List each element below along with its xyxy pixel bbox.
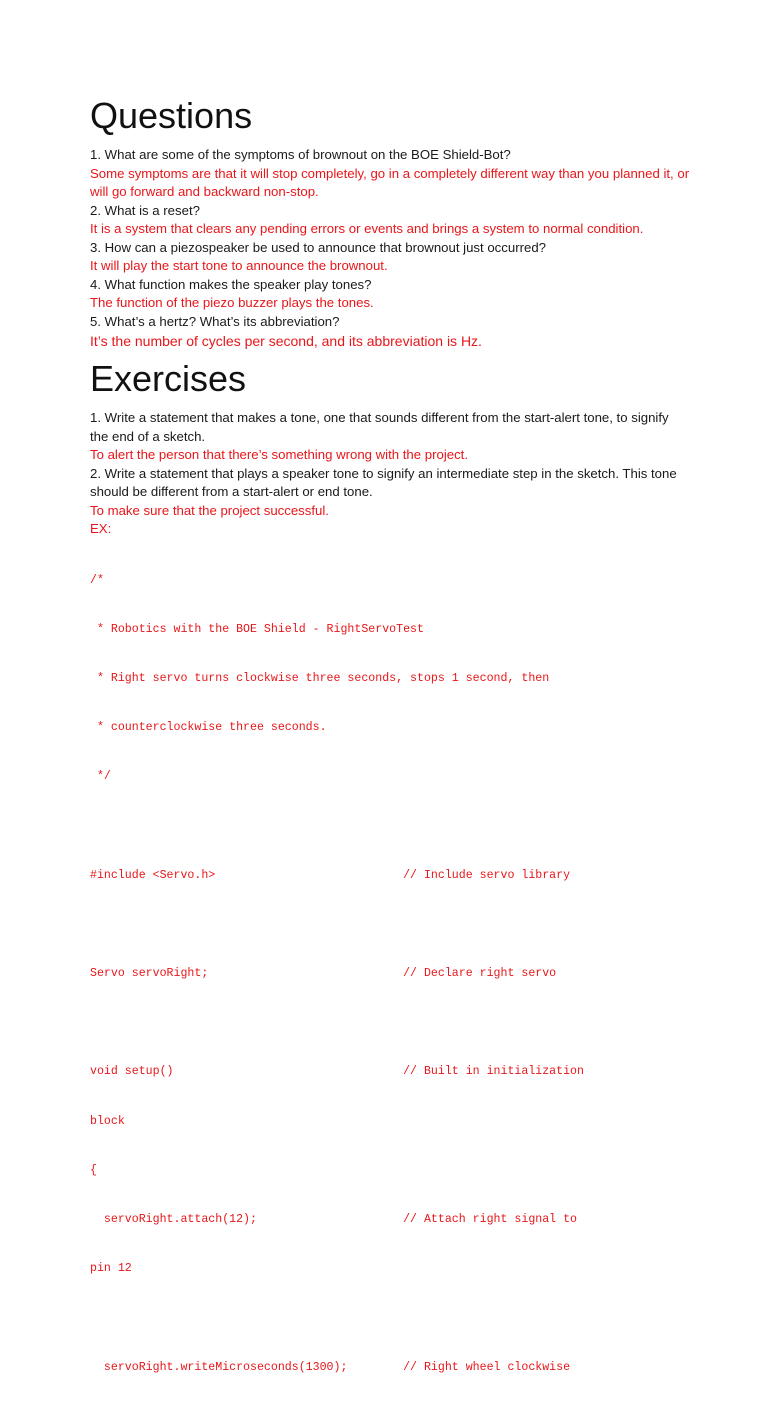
- questions-list: [90, 146, 690, 351]
- exercise-1: 1. Write a statement that makes a tone, one that sounds different from the start-alert tone, to signify the end of a sketch.: [90, 410, 669, 444]
- exercises-list: [90, 409, 690, 539]
- code-line: /*: [90, 573, 104, 587]
- code-line: [90, 913, 690, 936]
- question-4: 4. What function makes the speaker play tones?: [90, 276, 372, 292]
- exercises-heading: Exercises: [90, 358, 247, 399]
- question-2: 2. What is a reset?: [90, 202, 200, 218]
- code-line: #include <Servo.h> // Include servo library: [90, 868, 571, 882]
- exercise-answer-2: To make sure that the project successful.: [90, 502, 329, 518]
- code-line: * Robotics with the BOE Shield - RightServoTest: [90, 622, 424, 636]
- example-label: EX:: [90, 521, 112, 536]
- code-line: [90, 1306, 690, 1329]
- code-line: * Right servo turns clockwise three seconds, stops 1 second, then: [90, 671, 550, 685]
- code-line: * counterclockwise three seconds.: [90, 721, 327, 735]
- answer-1: Some symptoms are that it will stop completely, go in a completely different way than you planned it, or will go forward and backward non-stop.: [90, 165, 690, 199]
- question-1: 1. What are some of the symptoms of brownout on the BOE Shield-Bot?: [90, 147, 511, 162]
- code-line: [90, 1011, 690, 1034]
- exercise-answer-1: To alert the person that there’s something wrong with the project.: [90, 447, 469, 462]
- code-line: block: [90, 1114, 125, 1128]
- questions-heading: Questions: [90, 95, 253, 136]
- code-line: [90, 814, 690, 837]
- exercise-2: 2. Write a statement that plays a speaker tone to signify an intermediate step in the sketch. This tone should be different from a start-alert or end tone.: [90, 465, 677, 499]
- code-line: {: [90, 1163, 97, 1177]
- question-5: 5. What’s a hertz? What’s its abbreviation?: [90, 313, 340, 329]
- answer-5: It’s the number of cycles per second, and its abbreviation is Hz.: [90, 333, 482, 349]
- code-line: servoRight.attach(12); // Attach right signal to: [90, 1212, 578, 1226]
- document-page: [90, 92, 690, 1405]
- code-block: [90, 543, 690, 1405]
- code-line: */: [90, 770, 111, 784]
- question-3: 3. How can a piezospeaker be used to announce that brownout just occurred?: [90, 239, 546, 255]
- code-line: void setup() // Built in initialization: [90, 1065, 584, 1079]
- answer-2: It is a system that clears any pending errors or events and brings a system to normal condition.: [90, 221, 644, 236]
- code-line: pin 12: [90, 1262, 132, 1276]
- answer-3: It will play the start tone to announce the brownout.: [90, 258, 388, 273]
- code-line: servoRight.writeMicroseconds(1300); // Right wheel clockwise: [90, 1360, 571, 1374]
- answer-4: The function of the piezo buzzer plays the tones.: [90, 295, 374, 310]
- code-line: Servo servoRight; // Declare right servo: [90, 967, 557, 980]
